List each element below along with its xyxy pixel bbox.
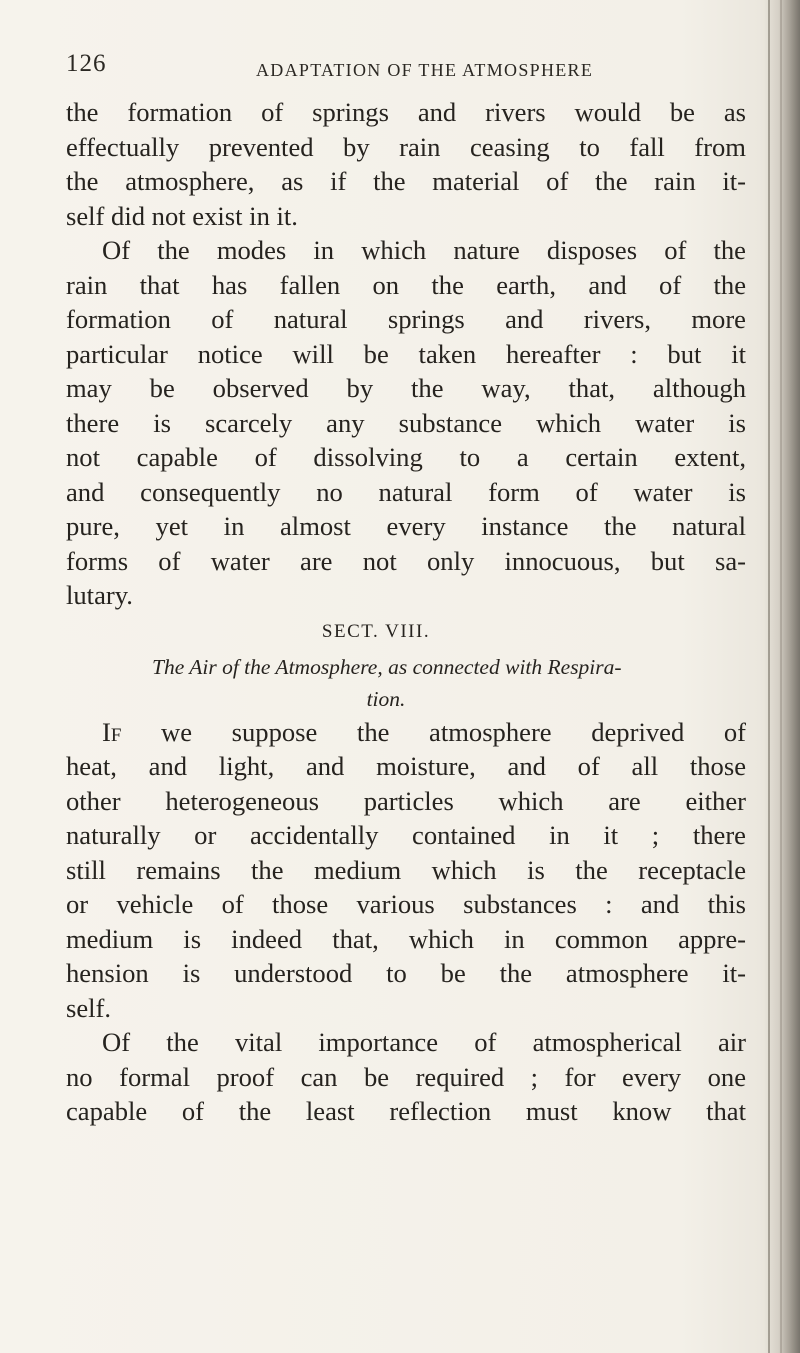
text-line: the atmosphere, as if the material of the rain it- bbox=[66, 166, 746, 196]
text-line: Of the vital importance of atmospherical air bbox=[102, 1027, 746, 1057]
section-subtitle: The Air of the Atmosphere, as connected with Respira- bbox=[152, 654, 622, 679]
text-line: there is scarcely any substance which water is bbox=[66, 407, 746, 438]
text-line: capable of the least reflection must know that bbox=[66, 1096, 746, 1126]
section-subtitle: tion. bbox=[366, 686, 406, 711]
text-line: not capable of dissolving to a certain extent, bbox=[66, 442, 746, 472]
text-line: other heterogeneous particles which are either bbox=[66, 785, 746, 816]
text-line: hension is understood to be the atmosphere it- bbox=[66, 958, 746, 988]
text-line: no formal proof can be required ; for every one bbox=[66, 1061, 746, 1092]
text-run: we suppose the atmosphere deprived of bbox=[121, 716, 746, 747]
text-line: rain that has fallen on the earth, and of the bbox=[66, 269, 746, 300]
page-body bbox=[66, 95, 746, 1129]
text-line: naturally or accidentally contained in it ; there bbox=[66, 820, 746, 850]
text-line: forms of water are not only innocuous, but sa- bbox=[66, 545, 746, 576]
page-edge-line bbox=[780, 0, 782, 1353]
page-header bbox=[66, 50, 726, 90]
text-line: self. bbox=[66, 992, 112, 1023]
section-heading: SECT. VIII. bbox=[321, 620, 431, 642]
text-line: self did not exist in it. bbox=[66, 200, 298, 231]
text-line: still remains the medium which is the receptacle bbox=[66, 854, 746, 885]
page-number: 126 bbox=[66, 50, 107, 77]
page-edge-line bbox=[768, 0, 770, 1353]
text-line: may be observed by the way, that, although bbox=[66, 373, 746, 403]
text-line: effectually prevented by rain ceasing to fall from bbox=[66, 131, 746, 162]
text-line: heat, and light, and moisture, and of all those bbox=[66, 751, 746, 781]
text-line: pure, yet in almost every instance the natural bbox=[66, 511, 746, 541]
running-head: ADAPTATION OF THE ATMOSPHERE bbox=[256, 60, 594, 80]
drop-word: If bbox=[102, 716, 122, 747]
text-line: and consequently no natural form of water is bbox=[66, 476, 746, 507]
text-line bbox=[66, 715, 746, 750]
text-line: the formation of springs and rivers would be as bbox=[66, 97, 746, 127]
text-line: formation of natural springs and rivers, more bbox=[66, 304, 746, 334]
text-line: Of the modes in which nature disposes of the bbox=[102, 235, 746, 265]
text-line: lutary. bbox=[66, 580, 133, 610]
text-line: or vehicle of those various substances : and this bbox=[66, 889, 746, 919]
text-line: medium is indeed that, which in common appre- bbox=[66, 923, 746, 954]
text-line: particular notice will be taken hereafter : but it bbox=[66, 338, 746, 369]
